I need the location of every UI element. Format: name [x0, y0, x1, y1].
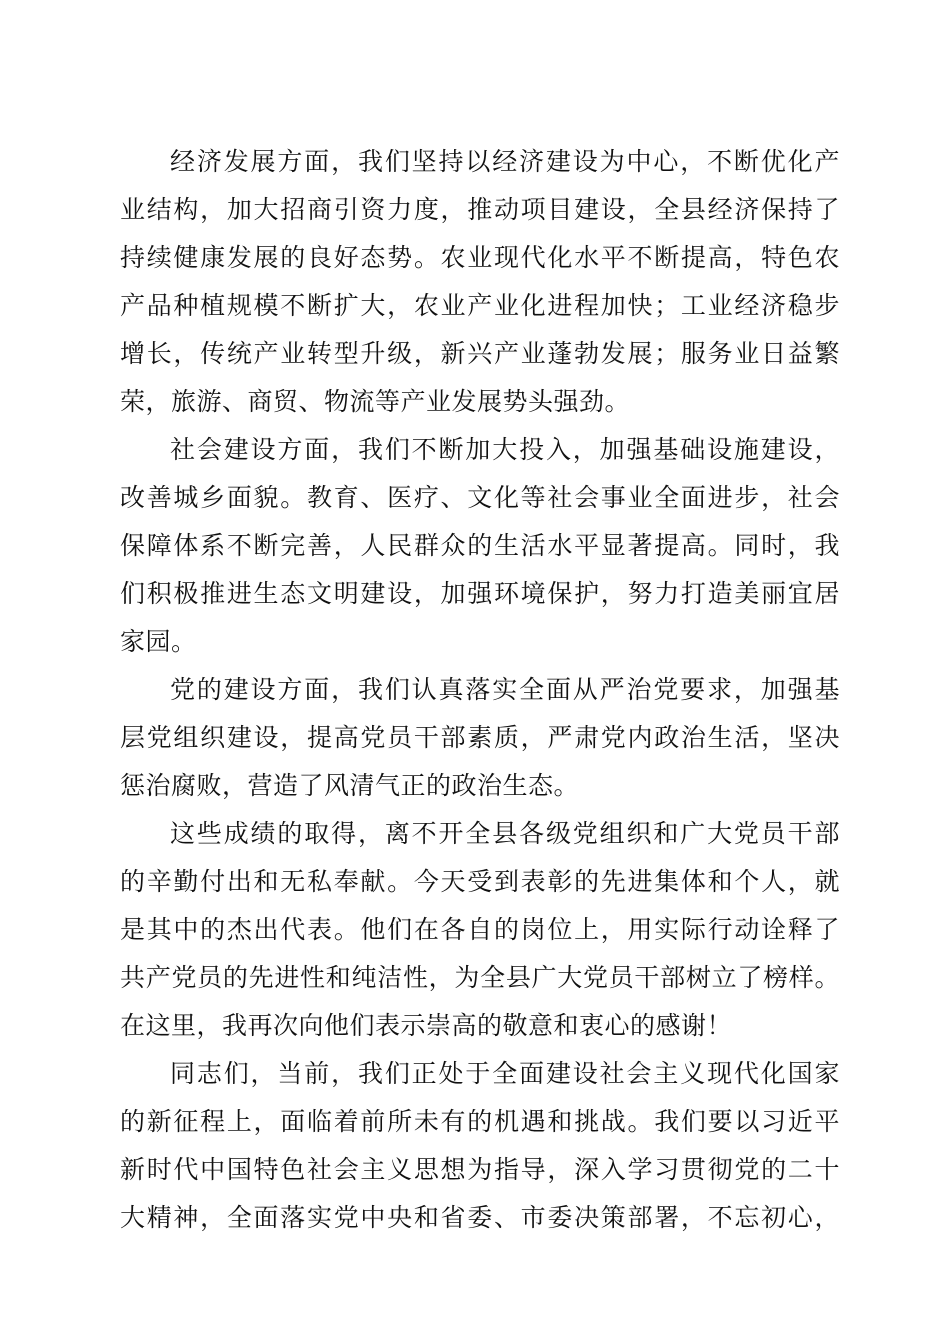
text-line: 持续健康发展的良好态势。农业现代化水平不断提高，特色农 — [120, 243, 840, 272]
text-line: 是其中的杰出代表。他们在各自的岗位上，用实际行动诠释了 — [120, 915, 840, 944]
text-line: 们积极推进生态文明建设，加强环境保护，努力打造美丽宜居 — [120, 579, 840, 608]
text-line: 产品种植规模不断扩大，农业产业化进程加快；工业经济稳步 — [120, 291, 840, 320]
text-line: 在这里，我再次向他们表示崇高的敬意和衷心的感谢！ — [120, 1011, 733, 1040]
text-line: 社会建设方面，我们不断加大投入，加强基础设施建设， — [170, 435, 840, 464]
text-line: 新时代中国特色社会主义思想为指导，深入学习贯彻党的二十 — [120, 1155, 840, 1184]
text-line: 惩治腐败，营造了风清气正的政治生态。 — [120, 771, 580, 800]
text-line: 这些成绩的取得，离不开全县各级党组织和广大党员干部 — [170, 819, 840, 848]
document-body — [120, 138, 840, 1242]
text-line: 同志们，当前，我们正处于全面建设社会主义现代化国家 — [170, 1059, 840, 1088]
text-line: 层党组织建设，提高党员干部素质，严肃党内政治生活，坚决 — [120, 723, 840, 752]
paragraph-comrades — [120, 1050, 840, 1242]
text-line: 的新征程上，面临着前所未有的机遇和挑战。我们要以习近平 — [120, 1107, 840, 1136]
text-line: 共产党员的先进性和纯洁性，为全县广大党员干部树立了榜样。 — [120, 963, 840, 992]
text-line: 党的建设方面，我们认真落实全面从严治党要求，加强基 — [170, 675, 840, 704]
text-line: 家园。 — [120, 627, 197, 656]
text-line: 荣，旅游、商贸、物流等产业发展势头强劲。 — [120, 387, 631, 416]
text-line: 业结构，加大招商引资力度，推动项目建设，全县经济保持了 — [120, 195, 840, 224]
text-line: 改善城乡面貌。教育、医疗、文化等社会事业全面进步，社会 — [120, 483, 840, 512]
text-line: 增长，传统产业转型升级，新兴产业蓬勃发展；服务业日益繁 — [120, 339, 840, 368]
paragraph-achievements — [120, 810, 840, 1050]
paragraph-society — [120, 426, 840, 666]
paragraph-economy — [120, 138, 840, 426]
text-line: 大精神，全面落实党中央和省委、市委决策部署，不忘初心， — [120, 1203, 840, 1232]
text-line: 经济发展方面，我们坚持以经济建设为中心，不断优化产 — [170, 147, 840, 176]
text-line: 的辛勤付出和无私奉献。今天受到表彰的先进集体和个人，就 — [120, 867, 840, 896]
text-line: 保障体系不断完善，人民群众的生活水平显著提高。同时，我 — [120, 531, 840, 560]
paragraph-party-building — [120, 666, 840, 810]
